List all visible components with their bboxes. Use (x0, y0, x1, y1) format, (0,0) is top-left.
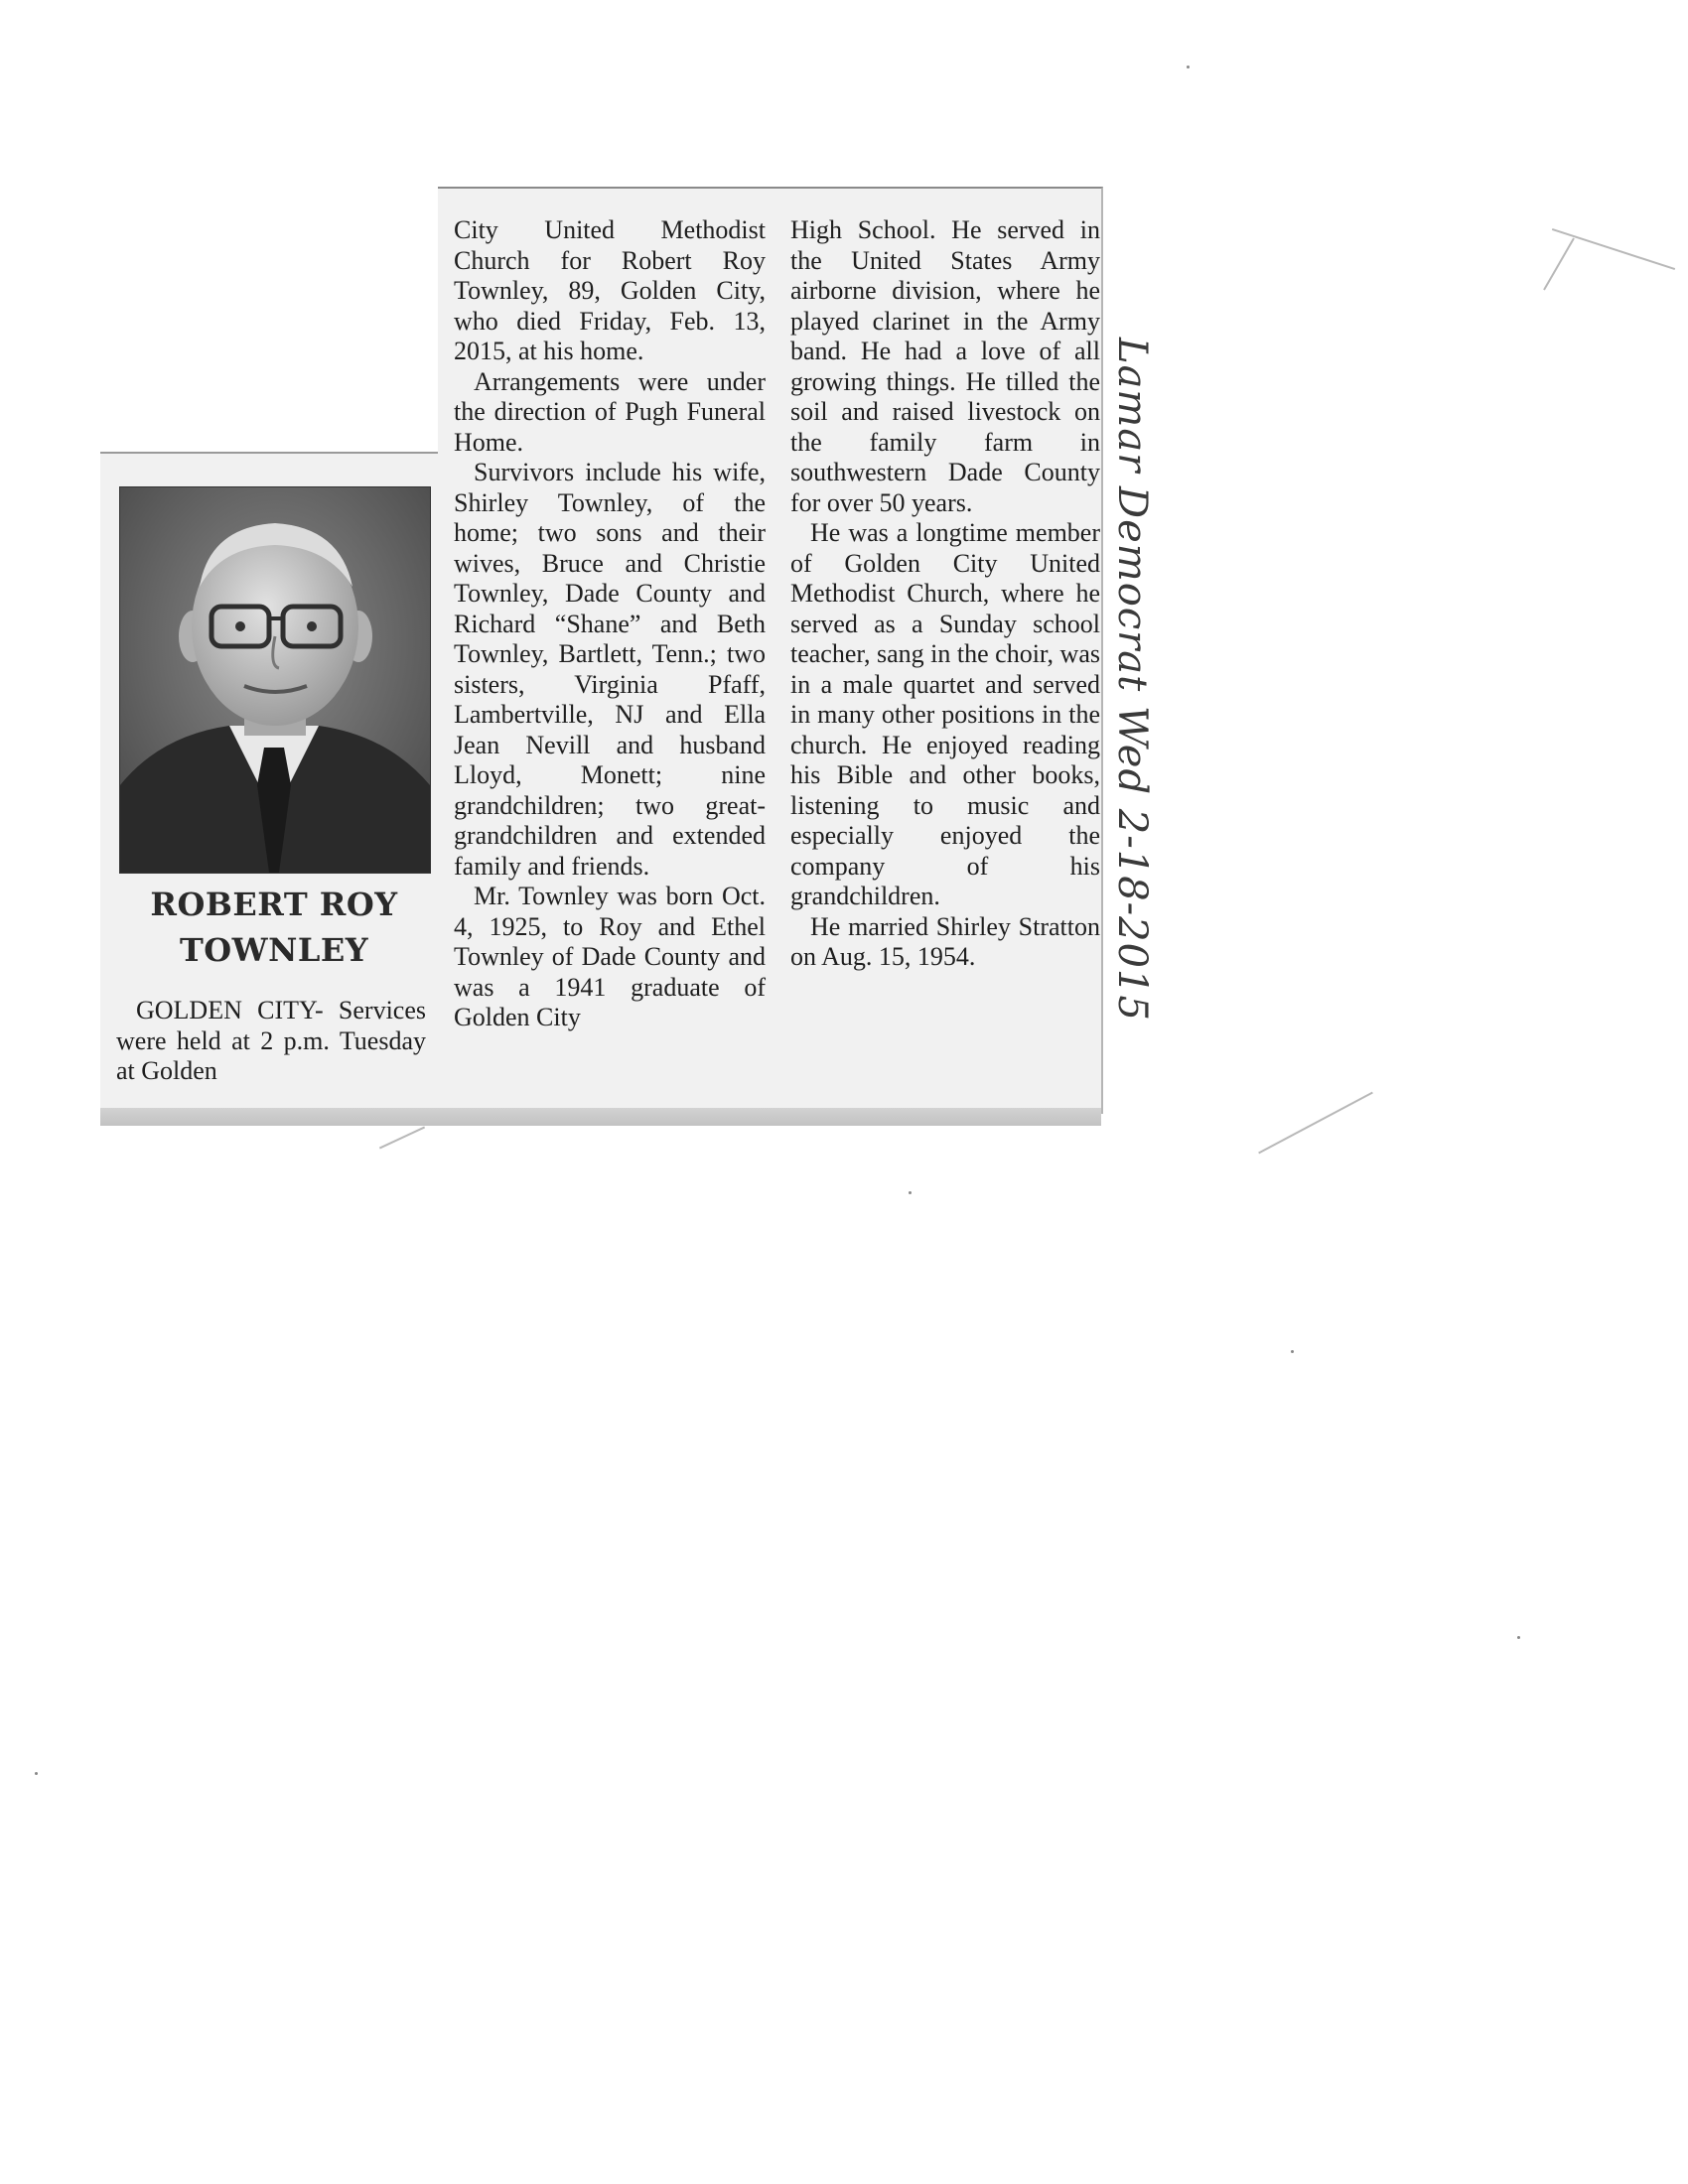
text-column-1 (116, 996, 426, 1087)
scan-mark (1543, 238, 1575, 291)
scan-speck (35, 1772, 38, 1775)
paragraph: GOLDEN CITY- Services were held at 2 p.m. Tuesday at Golden (116, 996, 426, 1085)
paragraph: Survivors include his wife, Shirley Townley, of the home; two sons and their wives, Bruce and Christie Townley, Dade County and Richard “Shane” and Beth Townley, Bartlett, Tenn.; two sisters, Virginia Pfaff, Lambertville, NJ and Ella Jean Nevill and husband Lloyd, Monett; nine grandchildren; two great-grandchildren and extended family and friends. (454, 458, 766, 881)
paragraph: He married Shirley Stratton on Aug. 15, 1954. (790, 911, 1100, 971)
paragraph: Mr. Townley was born Oct. 4, 1925, to Roy and Ethel Townley of Dade County and was a 1941 graduate of Golden City (454, 882, 766, 1031)
portrait-photo (119, 486, 431, 874)
paragraph: Arrangements were under the direction of Pugh Funeral Home. (454, 366, 766, 457)
handwritten-annotation: Lamar Democrat Wed 2-18-2015 (1109, 338, 1155, 1022)
text-column-3 (790, 215, 1100, 973)
scan-mark (1258, 1092, 1373, 1155)
scan-speck (1517, 1636, 1520, 1639)
clipping-bottom-edge (100, 1108, 1101, 1126)
paragraph: High School. He served in the United States Army airborne division, where he played clarinet in the Army band. He had a love of all growing things. He tilled the soil and raised livestock on the family farm in southwestern Dade County for over 50 years. (790, 215, 1100, 517)
paragraph: He was a longtime member of Golden City United Methodist Church, where he served as a Sunday school teacher, sang in the choir, was in a male quartet and served in many other positions in the church. He enjoyed reading his Bible and other books, listening to music and especially enjoyed the company of his grandchildren. (790, 518, 1100, 910)
paragraph: City United Methodist Church for Robert Roy Townley, 89, Golden City, who died Friday, Feb. 13, 2015, at his home. (454, 215, 766, 365)
scan-mark (1552, 228, 1675, 270)
scan-mark (379, 1127, 425, 1150)
scan-speck (909, 1191, 912, 1194)
scan-speck (1187, 66, 1190, 68)
scan-speck (1291, 1350, 1294, 1353)
name-line-1: ROBERT ROY (150, 886, 398, 923)
obituary-name (100, 882, 448, 973)
text-column-2 (454, 215, 766, 1033)
name-line-2: TOWNLEY (179, 931, 369, 969)
